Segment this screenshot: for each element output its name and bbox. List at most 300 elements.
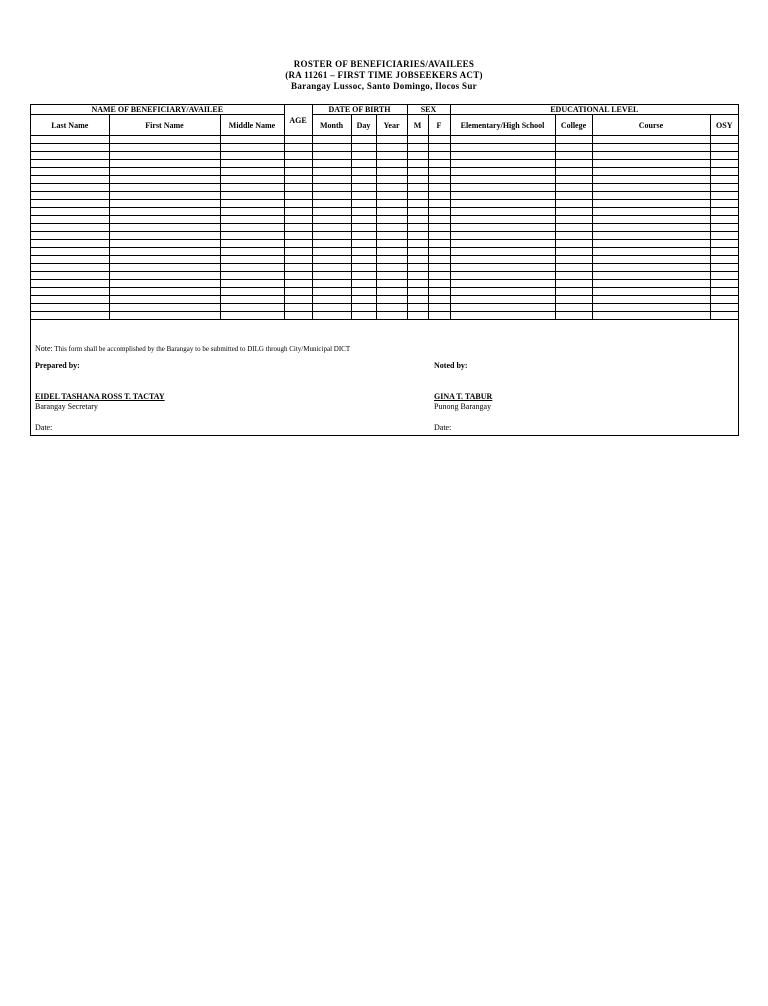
year-cell[interactable] (376, 192, 407, 200)
year-cell[interactable] (376, 288, 407, 296)
first-name-cell[interactable] (109, 216, 220, 224)
last-name-cell[interactable] (31, 256, 109, 264)
sex-m-cell[interactable] (407, 232, 428, 240)
last-name-cell[interactable] (31, 288, 109, 296)
last-name-cell[interactable] (31, 232, 109, 240)
course-cell[interactable] (592, 288, 710, 296)
age-cell[interactable] (284, 240, 312, 248)
month-cell[interactable] (312, 144, 351, 152)
osy-cell[interactable] (710, 168, 738, 176)
sex-m-cell[interactable] (407, 192, 428, 200)
year-cell[interactable] (376, 224, 407, 232)
year-cell[interactable] (376, 176, 407, 184)
college-cell[interactable] (555, 168, 592, 176)
month-cell[interactable] (312, 296, 351, 304)
day-cell[interactable] (351, 280, 376, 288)
last-name-cell[interactable] (31, 144, 109, 152)
course-cell[interactable] (592, 256, 710, 264)
sex-f-cell[interactable] (428, 176, 450, 184)
sex-m-cell[interactable] (407, 216, 428, 224)
day-cell[interactable] (351, 272, 376, 280)
course-cell[interactable] (592, 280, 710, 288)
elem-hs-cell[interactable] (450, 216, 555, 224)
day-cell[interactable] (351, 208, 376, 216)
first-name-cell[interactable] (109, 248, 220, 256)
year-cell[interactable] (376, 152, 407, 160)
age-cell[interactable] (284, 288, 312, 296)
sex-f-cell[interactable] (428, 272, 450, 280)
first-name-cell[interactable] (109, 200, 220, 208)
sex-m-cell[interactable] (407, 208, 428, 216)
age-cell[interactable] (284, 168, 312, 176)
college-cell[interactable] (555, 296, 592, 304)
last-name-cell[interactable] (31, 304, 109, 312)
year-cell[interactable] (376, 256, 407, 264)
last-name-cell[interactable] (31, 136, 109, 144)
last-name-cell[interactable] (31, 152, 109, 160)
month-cell[interactable] (312, 208, 351, 216)
osy-cell[interactable] (710, 192, 738, 200)
elem-hs-cell[interactable] (450, 256, 555, 264)
sex-m-cell[interactable] (407, 272, 428, 280)
middle-name-cell[interactable] (220, 144, 284, 152)
first-name-cell[interactable] (109, 208, 220, 216)
month-cell[interactable] (312, 256, 351, 264)
age-cell[interactable] (284, 312, 312, 320)
osy-cell[interactable] (710, 256, 738, 264)
year-cell[interactable] (376, 280, 407, 288)
last-name-cell[interactable] (31, 296, 109, 304)
year-cell[interactable] (376, 216, 407, 224)
elem-hs-cell[interactable] (450, 208, 555, 216)
sex-m-cell[interactable] (407, 296, 428, 304)
college-cell[interactable] (555, 232, 592, 240)
age-cell[interactable] (284, 232, 312, 240)
last-name-cell[interactable] (31, 312, 109, 320)
month-cell[interactable] (312, 272, 351, 280)
age-cell[interactable] (284, 200, 312, 208)
day-cell[interactable] (351, 216, 376, 224)
day-cell[interactable] (351, 176, 376, 184)
day-cell[interactable] (351, 264, 376, 272)
middle-name-cell[interactable] (220, 160, 284, 168)
first-name-cell[interactable] (109, 280, 220, 288)
age-cell[interactable] (284, 192, 312, 200)
day-cell[interactable] (351, 152, 376, 160)
day-cell[interactable] (351, 256, 376, 264)
college-cell[interactable] (555, 160, 592, 168)
sex-f-cell[interactable] (428, 184, 450, 192)
sex-f-cell[interactable] (428, 304, 450, 312)
osy-cell[interactable] (710, 184, 738, 192)
course-cell[interactable] (592, 160, 710, 168)
age-cell[interactable] (284, 256, 312, 264)
sex-f-cell[interactable] (428, 288, 450, 296)
last-name-cell[interactable] (31, 224, 109, 232)
elem-hs-cell[interactable] (450, 264, 555, 272)
first-name-cell[interactable] (109, 176, 220, 184)
first-name-cell[interactable] (109, 224, 220, 232)
sex-f-cell[interactable] (428, 232, 450, 240)
last-name-cell[interactable] (31, 248, 109, 256)
sex-m-cell[interactable] (407, 176, 428, 184)
course-cell[interactable] (592, 272, 710, 280)
year-cell[interactable] (376, 136, 407, 144)
sex-m-cell[interactable] (407, 160, 428, 168)
last-name-cell[interactable] (31, 264, 109, 272)
middle-name-cell[interactable] (220, 168, 284, 176)
sex-m-cell[interactable] (407, 200, 428, 208)
sex-m-cell[interactable] (407, 248, 428, 256)
college-cell[interactable] (555, 192, 592, 200)
day-cell[interactable] (351, 144, 376, 152)
month-cell[interactable] (312, 136, 351, 144)
first-name-cell[interactable] (109, 136, 220, 144)
osy-cell[interactable] (710, 176, 738, 184)
middle-name-cell[interactable] (220, 272, 284, 280)
month-cell[interactable] (312, 232, 351, 240)
sex-m-cell[interactable] (407, 224, 428, 232)
sex-f-cell[interactable] (428, 256, 450, 264)
elem-hs-cell[interactable] (450, 288, 555, 296)
middle-name-cell[interactable] (220, 184, 284, 192)
sex-m-cell[interactable] (407, 304, 428, 312)
month-cell[interactable] (312, 304, 351, 312)
sex-f-cell[interactable] (428, 168, 450, 176)
course-cell[interactable] (592, 136, 710, 144)
sex-f-cell[interactable] (428, 160, 450, 168)
first-name-cell[interactable] (109, 312, 220, 320)
middle-name-cell[interactable] (220, 280, 284, 288)
sex-m-cell[interactable] (407, 256, 428, 264)
day-cell[interactable] (351, 248, 376, 256)
osy-cell[interactable] (710, 264, 738, 272)
middle-name-cell[interactable] (220, 264, 284, 272)
osy-cell[interactable] (710, 248, 738, 256)
month-cell[interactable] (312, 240, 351, 248)
roster-body (31, 136, 738, 320)
sex-m-cell[interactable] (407, 280, 428, 288)
sex-m-cell[interactable] (407, 168, 428, 176)
elem-hs-cell[interactable] (450, 176, 555, 184)
middle-name-cell[interactable] (220, 208, 284, 216)
sex-m-cell[interactable] (407, 144, 428, 152)
month-cell[interactable] (312, 152, 351, 160)
age-cell[interactable] (284, 280, 312, 288)
year-cell[interactable] (376, 248, 407, 256)
elem-hs-cell[interactable] (450, 144, 555, 152)
year-cell[interactable] (376, 272, 407, 280)
sex-f-cell[interactable] (428, 248, 450, 256)
college-cell[interactable] (555, 224, 592, 232)
osy-cell[interactable] (710, 224, 738, 232)
middle-name-cell[interactable] (220, 304, 284, 312)
year-cell[interactable] (376, 200, 407, 208)
college-cell[interactable] (555, 136, 592, 144)
elem-hs-cell[interactable] (450, 232, 555, 240)
elem-hs-cell[interactable] (450, 160, 555, 168)
age-cell[interactable] (284, 224, 312, 232)
age-cell[interactable] (284, 296, 312, 304)
age-cell[interactable] (284, 304, 312, 312)
osy-cell[interactable] (710, 152, 738, 160)
elem-hs-cell[interactable] (450, 200, 555, 208)
osy-cell[interactable] (710, 160, 738, 168)
course-cell[interactable] (592, 184, 710, 192)
sex-m-cell[interactable] (407, 136, 428, 144)
age-cell[interactable] (284, 160, 312, 168)
course-cell[interactable] (592, 312, 710, 320)
course-cell[interactable] (592, 248, 710, 256)
first-name-cell[interactable] (109, 192, 220, 200)
course-cell[interactable] (592, 192, 710, 200)
middle-name-cell[interactable] (220, 176, 284, 184)
year-cell[interactable] (376, 168, 407, 176)
year-cell[interactable] (376, 208, 407, 216)
course-cell[interactable] (592, 216, 710, 224)
college-cell[interactable] (555, 240, 592, 248)
age-cell[interactable] (284, 176, 312, 184)
year-cell[interactable] (376, 296, 407, 304)
year-cell[interactable] (376, 312, 407, 320)
sex-f-cell[interactable] (428, 216, 450, 224)
last-name-cell[interactable] (31, 200, 109, 208)
middle-name-cell[interactable] (220, 192, 284, 200)
elem-hs-cell[interactable] (450, 192, 555, 200)
year-cell[interactable] (376, 264, 407, 272)
middle-name-cell[interactable] (220, 296, 284, 304)
college-cell[interactable] (555, 216, 592, 224)
sex-f-cell[interactable] (428, 224, 450, 232)
course-cell[interactable] (592, 200, 710, 208)
college-cell[interactable] (555, 264, 592, 272)
college-cell[interactable] (555, 208, 592, 216)
month-cell[interactable] (312, 160, 351, 168)
osy-cell[interactable] (710, 200, 738, 208)
college-cell[interactable] (555, 288, 592, 296)
age-cell[interactable] (284, 272, 312, 280)
course-cell[interactable] (592, 264, 710, 272)
first-name-cell[interactable] (109, 240, 220, 248)
middle-name-cell[interactable] (220, 248, 284, 256)
elem-hs-cell[interactable] (450, 312, 555, 320)
month-cell[interactable] (312, 192, 351, 200)
first-name-cell[interactable] (109, 296, 220, 304)
year-cell[interactable] (376, 232, 407, 240)
first-name-cell[interactable] (109, 152, 220, 160)
course-cell[interactable] (592, 224, 710, 232)
osy-cell[interactable] (710, 296, 738, 304)
day-cell[interactable] (351, 312, 376, 320)
elem-hs-cell[interactable] (450, 296, 555, 304)
month-cell[interactable] (312, 176, 351, 184)
college-cell[interactable] (555, 272, 592, 280)
last-name-cell[interactable] (31, 160, 109, 168)
month-cell[interactable] (312, 248, 351, 256)
age-cell[interactable] (284, 136, 312, 144)
middle-name-cell[interactable] (220, 256, 284, 264)
first-name-cell[interactable] (109, 232, 220, 240)
middle-name-cell[interactable] (220, 200, 284, 208)
month-cell[interactable] (312, 288, 351, 296)
age-cell[interactable] (284, 208, 312, 216)
middle-name-cell[interactable] (220, 152, 284, 160)
day-cell[interactable] (351, 160, 376, 168)
college-cell[interactable] (555, 184, 592, 192)
sex-m-cell[interactable] (407, 288, 428, 296)
elem-hs-cell[interactable] (450, 240, 555, 248)
age-cell[interactable] (284, 216, 312, 224)
year-cell[interactable] (376, 160, 407, 168)
last-name-cell[interactable] (31, 184, 109, 192)
first-name-cell[interactable] (109, 184, 220, 192)
course-cell[interactable] (592, 240, 710, 248)
sex-f-cell[interactable] (428, 192, 450, 200)
course-cell[interactable] (592, 304, 710, 312)
sex-f-cell[interactable] (428, 264, 450, 272)
last-name-cell[interactable] (31, 176, 109, 184)
elem-hs-cell[interactable] (450, 184, 555, 192)
osy-cell[interactable] (710, 312, 738, 320)
elem-hs-cell[interactable] (450, 248, 555, 256)
day-cell[interactable] (351, 232, 376, 240)
age-cell[interactable] (284, 248, 312, 256)
middle-name-cell[interactable] (220, 232, 284, 240)
sex-f-cell[interactable] (428, 200, 450, 208)
sex-m-cell[interactable] (407, 240, 428, 248)
college-cell[interactable] (555, 144, 592, 152)
month-cell[interactable] (312, 312, 351, 320)
day-cell[interactable] (351, 192, 376, 200)
osy-cell[interactable] (710, 288, 738, 296)
osy-cell[interactable] (710, 304, 738, 312)
year-cell[interactable] (376, 184, 407, 192)
year-cell[interactable] (376, 304, 407, 312)
first-name-cell[interactable] (109, 144, 220, 152)
first-name-cell[interactable] (109, 264, 220, 272)
age-cell[interactable] (284, 144, 312, 152)
osy-cell[interactable] (710, 208, 738, 216)
college-cell[interactable] (555, 248, 592, 256)
sex-m-cell[interactable] (407, 184, 428, 192)
day-cell[interactable] (351, 184, 376, 192)
course-cell[interactable] (592, 232, 710, 240)
sex-f-cell[interactable] (428, 136, 450, 144)
course-cell[interactable] (592, 144, 710, 152)
college-cell[interactable] (555, 176, 592, 184)
osy-cell[interactable] (710, 272, 738, 280)
course-cell[interactable] (592, 168, 710, 176)
month-cell[interactable] (312, 184, 351, 192)
college-cell[interactable] (555, 312, 592, 320)
month-cell[interactable] (312, 200, 351, 208)
osy-cell[interactable] (710, 232, 738, 240)
elem-hs-cell[interactable] (450, 224, 555, 232)
course-cell[interactable] (592, 176, 710, 184)
first-name-cell[interactable] (109, 168, 220, 176)
month-cell[interactable] (312, 280, 351, 288)
day-cell[interactable] (351, 200, 376, 208)
middle-name-cell[interactable] (220, 240, 284, 248)
last-name-cell[interactable] (31, 192, 109, 200)
college-cell[interactable] (555, 152, 592, 160)
year-cell[interactable] (376, 240, 407, 248)
middle-name-cell[interactable] (220, 216, 284, 224)
college-cell[interactable] (555, 256, 592, 264)
college-cell[interactable] (555, 304, 592, 312)
course-cell[interactable] (592, 152, 710, 160)
first-name-cell[interactable] (109, 304, 220, 312)
month-cell[interactable] (312, 224, 351, 232)
month-cell[interactable] (312, 264, 351, 272)
day-cell[interactable] (351, 136, 376, 144)
elem-hs-cell[interactable] (450, 304, 555, 312)
day-cell[interactable] (351, 224, 376, 232)
osy-cell[interactable] (710, 216, 738, 224)
first-name-cell[interactable] (109, 272, 220, 280)
day-cell[interactable] (351, 296, 376, 304)
age-cell[interactable] (284, 264, 312, 272)
first-name-cell[interactable] (109, 256, 220, 264)
day-cell[interactable] (351, 288, 376, 296)
elem-hs-cell[interactable] (450, 136, 555, 144)
middle-name-cell[interactable] (220, 136, 284, 144)
elem-hs-cell[interactable] (450, 152, 555, 160)
sex-f-cell[interactable] (428, 312, 450, 320)
day-cell[interactable] (351, 304, 376, 312)
sex-m-cell[interactable] (407, 312, 428, 320)
elem-hs-cell[interactable] (450, 280, 555, 288)
last-name-cell[interactable] (31, 216, 109, 224)
sex-f-cell[interactable] (428, 296, 450, 304)
sex-f-cell[interactable] (428, 208, 450, 216)
osy-cell[interactable] (710, 144, 738, 152)
day-cell[interactable] (351, 240, 376, 248)
sex-f-cell[interactable] (428, 144, 450, 152)
sex-f-cell[interactable] (428, 240, 450, 248)
middle-name-cell[interactable] (220, 312, 284, 320)
college-cell[interactable] (555, 200, 592, 208)
age-cell[interactable] (284, 184, 312, 192)
last-name-cell[interactable] (31, 272, 109, 280)
osy-cell[interactable] (710, 280, 738, 288)
course-cell[interactable] (592, 208, 710, 216)
sex-f-cell[interactable] (428, 152, 450, 160)
middle-name-cell[interactable] (220, 224, 284, 232)
year-cell[interactable] (376, 144, 407, 152)
sex-m-cell[interactable] (407, 152, 428, 160)
elem-hs-cell[interactable] (450, 168, 555, 176)
last-name-cell[interactable] (31, 208, 109, 216)
month-cell[interactable] (312, 168, 351, 176)
elem-hs-cell[interactable] (450, 272, 555, 280)
middle-name-cell[interactable] (220, 288, 284, 296)
first-name-cell[interactable] (109, 288, 220, 296)
osy-cell[interactable] (710, 240, 738, 248)
sex-f-cell[interactable] (428, 280, 450, 288)
last-name-cell[interactable] (31, 240, 109, 248)
first-name-cell[interactable] (109, 160, 220, 168)
age-cell[interactable] (284, 152, 312, 160)
day-cell[interactable] (351, 168, 376, 176)
sex-m-cell[interactable] (407, 264, 428, 272)
month-cell[interactable] (312, 216, 351, 224)
last-name-cell[interactable] (31, 168, 109, 176)
osy-cell[interactable] (710, 136, 738, 144)
last-name-cell[interactable] (31, 280, 109, 288)
course-cell[interactable] (592, 296, 710, 304)
college-cell[interactable] (555, 280, 592, 288)
